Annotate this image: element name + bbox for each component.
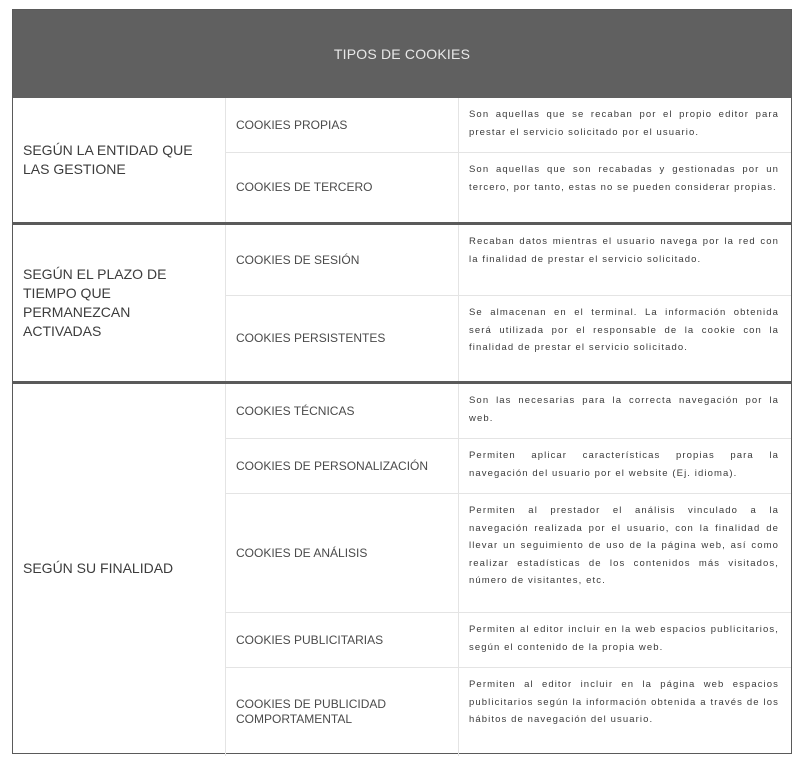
cookie-description: Recaban datos mientras el usuario navega por la red con la finalidad de prestar el servicio solicitado.: [469, 236, 779, 265]
table-row: [225, 225, 791, 295]
group-plazo: [13, 222, 791, 381]
table-row: [225, 384, 791, 438]
cookie-type: COOKIES DE PUBLICIDAD COMPORTAMENTAL: [225, 668, 459, 756]
group-finalidad: [13, 381, 791, 753]
table-header: TIPOS DE COOKIES: [13, 10, 791, 98]
table-row: [225, 493, 791, 612]
table-row: [225, 438, 791, 493]
cookie-description: Son aquellas que son recabadas y gestionadas por un tercero, por tanto, estas no se pueden considerar propias.: [469, 164, 779, 193]
cookie-description: Son las necesarias para la correcta navegación por la web.: [469, 395, 779, 424]
table-row: [225, 295, 791, 381]
cookie-description: Son aquellas que se recaban por el propio editor para prestar el servicio solicitado por el usuario.: [469, 109, 779, 138]
cookie-description: Permiten al prestador el análisis vinculado a la navegación realizada por el usuario, con la finalidad de llevar un seguimiento de uso de la página web, así como realizar estadísticas de los contenidos más visitados, número de visitantes, etc.: [469, 505, 779, 586]
table-row: [225, 152, 791, 222]
cookie-type: COOKIES TÉCNICAS: [225, 384, 459, 438]
cookies-table: [12, 9, 792, 754]
table-row: [225, 98, 791, 152]
cookie-description: Permiten aplicar características propias para la navegación del usuario por el website (Ej. idioma).: [469, 450, 779, 479]
cookie-description: Permiten al editor incluir en la web espacios publicitarios, según el contenido de la propia web.: [469, 624, 779, 653]
cookie-type: COOKIES PROPIAS: [225, 98, 459, 152]
table-row: [225, 612, 791, 667]
category-label: SEGÚN EL PLAZO DE TIEMPO QUE PERMANEZCAN ACTIVADAS: [23, 266, 167, 339]
cookie-type: COOKIES DE ANÁLISIS: [225, 494, 459, 612]
cookie-description: Permiten al editor incluir en la página web espacios publicitarios según la información obtenida a través de los hábitos de navegación del usuario.: [469, 679, 779, 725]
category-label: SEGÚN SU FINALIDAD: [23, 560, 174, 576]
category-label: SEGÚN LA ENTIDAD QUE LAS GESTIONE: [23, 142, 193, 177]
group-entidad: [13, 98, 791, 222]
cookie-type: COOKIES PERSISTENTES: [225, 296, 459, 381]
cookie-type: COOKIES DE PERSONALIZACIÓN: [225, 439, 459, 493]
cookie-type: COOKIES DE TERCERO: [225, 153, 459, 222]
cookie-description: Se almacenan en el terminal. La información obtenida será utilizada por el responsable de la cookie con la finalidad de prestar el servicio solicitado.: [469, 307, 779, 353]
table-row: [225, 667, 791, 756]
cookie-type: COOKIES PUBLICITARIAS: [225, 613, 459, 667]
cookie-type: COOKIES DE SESIÓN: [225, 225, 459, 295]
